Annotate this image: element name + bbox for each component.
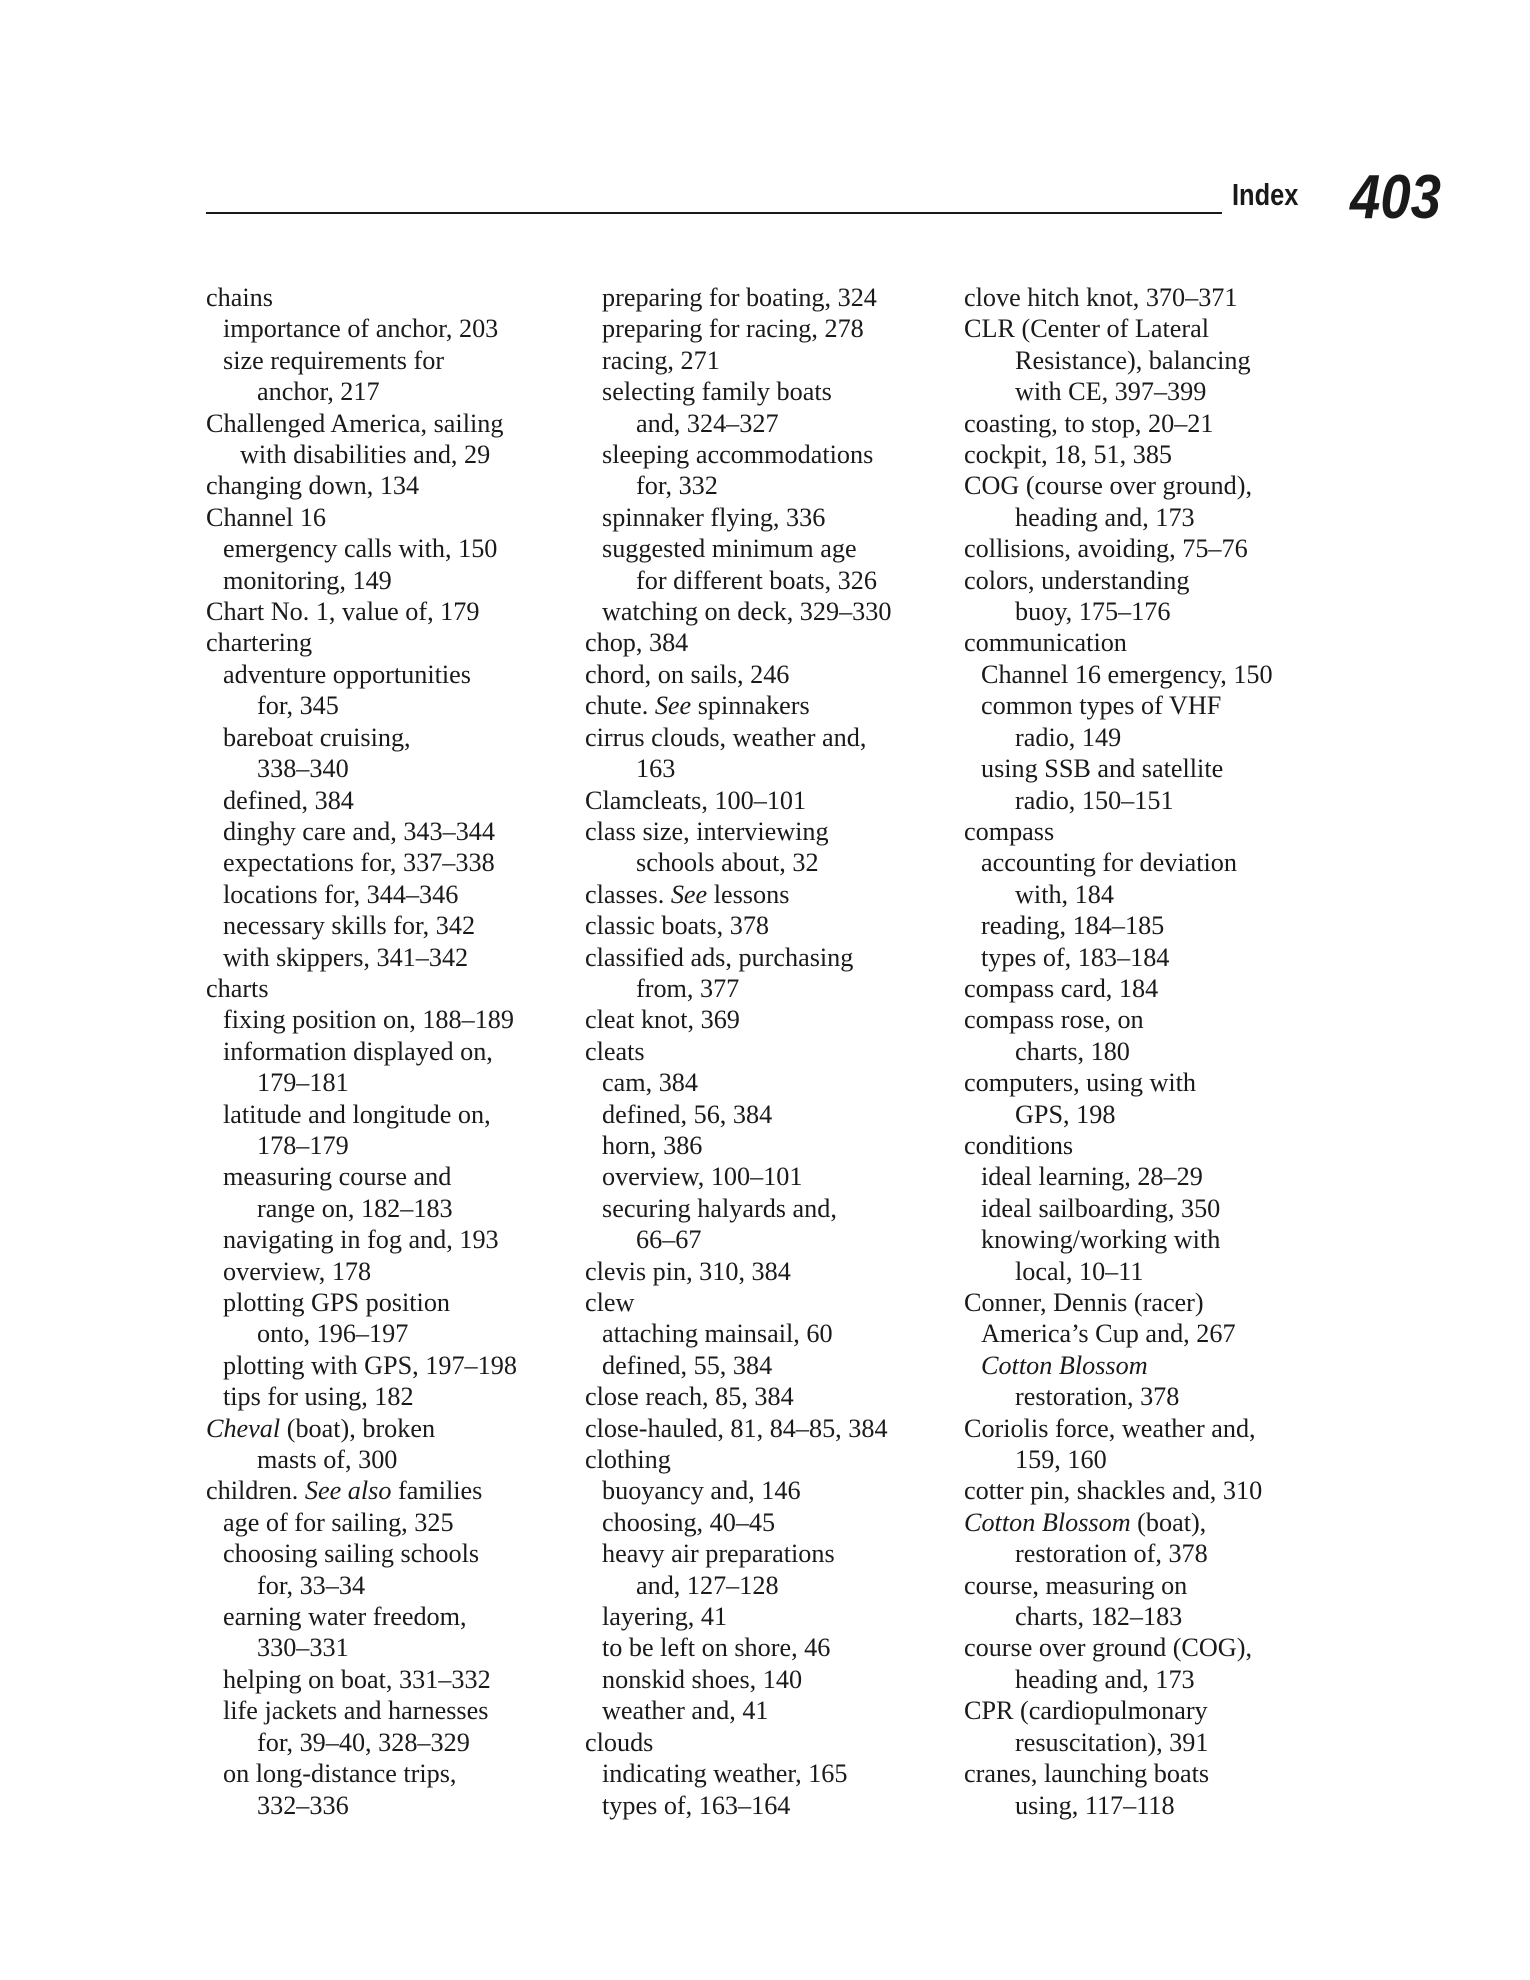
index-entry: plotting GPS position bbox=[223, 1288, 451, 1317]
index-entry: cockpit, 18, 51, 385 bbox=[964, 440, 1173, 470]
index-entry: 338–340 bbox=[257, 754, 349, 784]
index-entry: charts bbox=[206, 973, 269, 1003]
index-entry: with CE, 397–399 bbox=[1015, 377, 1207, 407]
index-entry: clove hitch knot, 370–371 bbox=[964, 283, 1238, 312]
index-entry: conditions bbox=[964, 1130, 1074, 1160]
index-entry: 330–331 bbox=[257, 1633, 349, 1663]
index-entry: chains bbox=[206, 283, 273, 312]
page-number: 403 bbox=[1350, 163, 1442, 232]
index-entry: overview, 178 bbox=[223, 1256, 372, 1286]
index-entry: importance of anchor, 203 bbox=[223, 314, 499, 344]
index-entry: Cotton Blossom bbox=[981, 1350, 1148, 1380]
index-entry: choosing, 40–45 bbox=[602, 1507, 776, 1537]
index-entry: dinghy care and, 343–344 bbox=[223, 816, 495, 846]
index-entry: fixing position on, 188–189 bbox=[223, 1005, 514, 1035]
index-entry: Conner, Dennis (racer) bbox=[964, 1288, 1204, 1317]
index-entry: for, 332 bbox=[636, 471, 718, 501]
index-entry: plotting with GPS, 197–198 bbox=[223, 1350, 517, 1380]
index-entry: chute. See spinnakers bbox=[585, 691, 810, 721]
running-header-label: Index bbox=[1232, 177, 1299, 212]
index-entry: masts of, 300 bbox=[257, 1445, 398, 1475]
index-entry: cirrus clouds, weather and, bbox=[585, 722, 867, 752]
index-entry: radio, 150–151 bbox=[1015, 785, 1174, 815]
index-entry: cleats bbox=[585, 1036, 645, 1066]
index-entry: with disabilities and, 29 bbox=[240, 440, 491, 470]
index-entry: latitude and longitude on, bbox=[223, 1099, 491, 1129]
index-entry: Channel 16 bbox=[206, 502, 327, 532]
index-entry: GPS, 198 bbox=[1015, 1099, 1116, 1129]
index-entry: Chart No. 1, value of, 179 bbox=[206, 597, 480, 627]
index-entry: 66–67 bbox=[636, 1225, 702, 1255]
index-entry: cam, 384 bbox=[602, 1068, 698, 1098]
index-entry: choosing sailing schools bbox=[223, 1539, 480, 1569]
index-entry: classes. See lessons bbox=[585, 879, 790, 909]
index-entry: navigating in fog and, 193 bbox=[223, 1225, 499, 1255]
index-entry: course, measuring on bbox=[964, 1570, 1188, 1600]
index-entry: securing halyards and, bbox=[602, 1193, 837, 1223]
index-entry: compass card, 184 bbox=[964, 973, 1159, 1003]
index-entry: Resistance), balancing bbox=[1015, 345, 1251, 375]
index-entry: attaching mainsail, 60 bbox=[602, 1319, 833, 1349]
index-entry: cranes, launching boats bbox=[964, 1759, 1210, 1789]
index-entry: clew bbox=[585, 1288, 635, 1317]
index-entry: Cotton Blossom (boat), bbox=[964, 1507, 1207, 1537]
index-entry: collisions, avoiding, 75–76 bbox=[964, 534, 1248, 564]
index-entry: watching on deck, 329–330 bbox=[602, 597, 892, 627]
index-entry: bareboat cruising, bbox=[223, 722, 411, 752]
index-entry: restoration of, 378 bbox=[1015, 1539, 1208, 1569]
index-entry: weather and, 41 bbox=[602, 1696, 769, 1726]
index-column-2 bbox=[585, 282, 955, 1821]
index-entry: for, 345 bbox=[257, 691, 339, 721]
index-entry: clouds bbox=[585, 1727, 654, 1757]
index-entry: coasting, to stop, 20–21 bbox=[964, 408, 1214, 438]
index-entry: and, 127–128 bbox=[636, 1570, 779, 1600]
index-entry: for, 33–34 bbox=[257, 1570, 366, 1600]
index-entry: emergency calls with, 150 bbox=[223, 534, 498, 564]
index-entry: with, 184 bbox=[1015, 879, 1114, 909]
index-entry: accounting for deviation bbox=[981, 848, 1237, 878]
index-entry: Challenged America, sailing bbox=[206, 408, 504, 438]
index-entry: classic boats, 378 bbox=[585, 911, 770, 941]
index-entry: communication bbox=[964, 628, 1127, 658]
index-entry: Coriolis force, weather and, bbox=[964, 1413, 1256, 1443]
index-entry: close reach, 85, 384 bbox=[585, 1382, 794, 1412]
index-entry: locations for, 344–346 bbox=[223, 879, 459, 909]
index-entry: reading, 184–185 bbox=[981, 911, 1165, 941]
index-entry: chartering bbox=[206, 628, 313, 658]
index-entry: America’s Cup and, 267 bbox=[981, 1319, 1236, 1349]
index-entry: buoyancy and, 146 bbox=[602, 1476, 801, 1506]
index-entry: preparing for racing, 278 bbox=[602, 314, 864, 344]
index-column-1 bbox=[206, 282, 576, 1821]
index-entry: selecting family boats bbox=[602, 377, 832, 407]
index-column-3 bbox=[964, 282, 1334, 1821]
index-entry: cotter pin, shackles and, 310 bbox=[964, 1476, 1263, 1506]
index-entry: ideal sailboarding, 350 bbox=[981, 1193, 1221, 1223]
index-entry: chop, 384 bbox=[585, 628, 689, 658]
index-entry: defined, 55, 384 bbox=[602, 1350, 773, 1380]
index-entry: compass rose, on bbox=[964, 1005, 1144, 1035]
index-entry: using SSB and satellite bbox=[981, 754, 1224, 784]
index-entry: spinnaker flying, 336 bbox=[602, 502, 826, 532]
index-entry: Clamcleats, 100–101 bbox=[585, 785, 807, 815]
index-entry: close-hauled, 81, 84–85, 384 bbox=[585, 1413, 888, 1443]
index-entry: 332–336 bbox=[257, 1790, 349, 1820]
index-entry: resuscitation), 391 bbox=[1015, 1727, 1209, 1757]
index-entry: children. See also families bbox=[206, 1476, 483, 1506]
index-entry: buoy, 175–176 bbox=[1015, 597, 1171, 627]
index-entry: computers, using with bbox=[964, 1068, 1197, 1098]
index-entry: overview, 100–101 bbox=[602, 1162, 803, 1192]
index-entry: COG (course over ground), bbox=[964, 471, 1252, 501]
index-entry: earning water freedom, bbox=[223, 1602, 467, 1632]
index-entry: onto, 196–197 bbox=[257, 1319, 409, 1349]
index-entry: course over ground (COG), bbox=[964, 1633, 1252, 1663]
index-entry: nonskid shoes, 140 bbox=[602, 1664, 803, 1694]
index-entry: monitoring, 149 bbox=[223, 565, 392, 595]
index-entry: measuring course and bbox=[223, 1162, 452, 1192]
index-entry: on long-distance trips, bbox=[223, 1759, 457, 1789]
index-entry: adventure opportunities bbox=[223, 659, 471, 689]
index-entry: horn, 386 bbox=[602, 1130, 703, 1160]
index-entry: compass bbox=[964, 816, 1055, 846]
index-entry: common types of VHF bbox=[981, 691, 1222, 721]
index-entry: age of for sailing, 325 bbox=[223, 1507, 454, 1537]
index-entry: suggested minimum age bbox=[602, 534, 857, 564]
index-entry: types of, 163–164 bbox=[602, 1790, 791, 1820]
index-entry: charts, 180 bbox=[1015, 1036, 1130, 1066]
index-entry: class size, interviewing bbox=[585, 816, 829, 846]
index-entry: using, 117–118 bbox=[1015, 1790, 1175, 1820]
index-entry: clothing bbox=[585, 1445, 671, 1475]
index-entry: helping on boat, 331–332 bbox=[223, 1664, 491, 1694]
index-entry: anchor, 217 bbox=[257, 377, 380, 407]
index-entry: size requirements for bbox=[223, 345, 445, 375]
index-entry: CPR (cardiopulmonary bbox=[964, 1696, 1208, 1726]
index-entry: to be left on shore, 46 bbox=[602, 1633, 831, 1663]
index-entry: clevis pin, 310, 384 bbox=[585, 1256, 791, 1286]
index-entry: radio, 149 bbox=[1015, 722, 1122, 752]
index-entry: schools about, 32 bbox=[636, 848, 819, 878]
index-entry: preparing for boating, 324 bbox=[602, 283, 877, 312]
index-entry: tips for using, 182 bbox=[223, 1382, 414, 1412]
index-entry: heading and, 173 bbox=[1015, 1664, 1195, 1694]
index-entry: with skippers, 341–342 bbox=[223, 942, 469, 972]
index-entry: ideal learning, 28–29 bbox=[981, 1162, 1203, 1192]
index-entry: layering, 41 bbox=[602, 1602, 728, 1632]
index-entry: for different boats, 326 bbox=[636, 565, 877, 595]
index-entry: and, 324–327 bbox=[636, 408, 779, 438]
index-entry: CLR (Center of Lateral bbox=[964, 314, 1210, 344]
index-entry: classified ads, purchasing bbox=[585, 942, 854, 972]
index-entry: changing down, 134 bbox=[206, 471, 420, 501]
index-entry: cleat knot, 369 bbox=[585, 1005, 740, 1035]
index-entry: expectations for, 337–338 bbox=[223, 848, 495, 878]
index-entry: range on, 182–183 bbox=[257, 1193, 453, 1223]
index-entry: chord, on sails, 246 bbox=[585, 659, 790, 689]
index-entry: indicating weather, 165 bbox=[602, 1759, 848, 1789]
index-entry: heavy air preparations bbox=[602, 1539, 835, 1569]
index-entry: Cheval (boat), broken bbox=[206, 1413, 436, 1443]
index-entry: 178–179 bbox=[257, 1130, 349, 1160]
index-entry: information displayed on, bbox=[223, 1036, 493, 1066]
index-entry: 179–181 bbox=[257, 1068, 349, 1098]
index-entry: 163 bbox=[636, 754, 676, 784]
index-entry: racing, 271 bbox=[602, 345, 720, 375]
index-entry: charts, 182–183 bbox=[1015, 1602, 1183, 1632]
index-entry: types of, 183–184 bbox=[981, 942, 1170, 972]
index-entry: knowing/working with bbox=[981, 1225, 1221, 1255]
header-rule bbox=[206, 212, 1222, 214]
index-entry: defined, 56, 384 bbox=[602, 1099, 773, 1129]
index-entry: defined, 384 bbox=[223, 785, 354, 815]
index-entry: colors, understanding bbox=[964, 565, 1190, 595]
index-entry: Channel 16 emergency, 150 bbox=[981, 659, 1273, 689]
index-entry: for, 39–40, 328–329 bbox=[257, 1727, 470, 1757]
index-entry: restoration, 378 bbox=[1015, 1382, 1180, 1412]
index-entry: heading and, 173 bbox=[1015, 502, 1195, 532]
index-entry: life jackets and harnesses bbox=[223, 1696, 489, 1726]
index-entry: local, 10–11 bbox=[1015, 1256, 1144, 1286]
index-entry: 159, 160 bbox=[1015, 1445, 1107, 1475]
index-entry: from, 377 bbox=[636, 973, 740, 1003]
index-entry: necessary skills for, 342 bbox=[223, 911, 476, 941]
index-entry: sleeping accommodations bbox=[602, 440, 874, 470]
